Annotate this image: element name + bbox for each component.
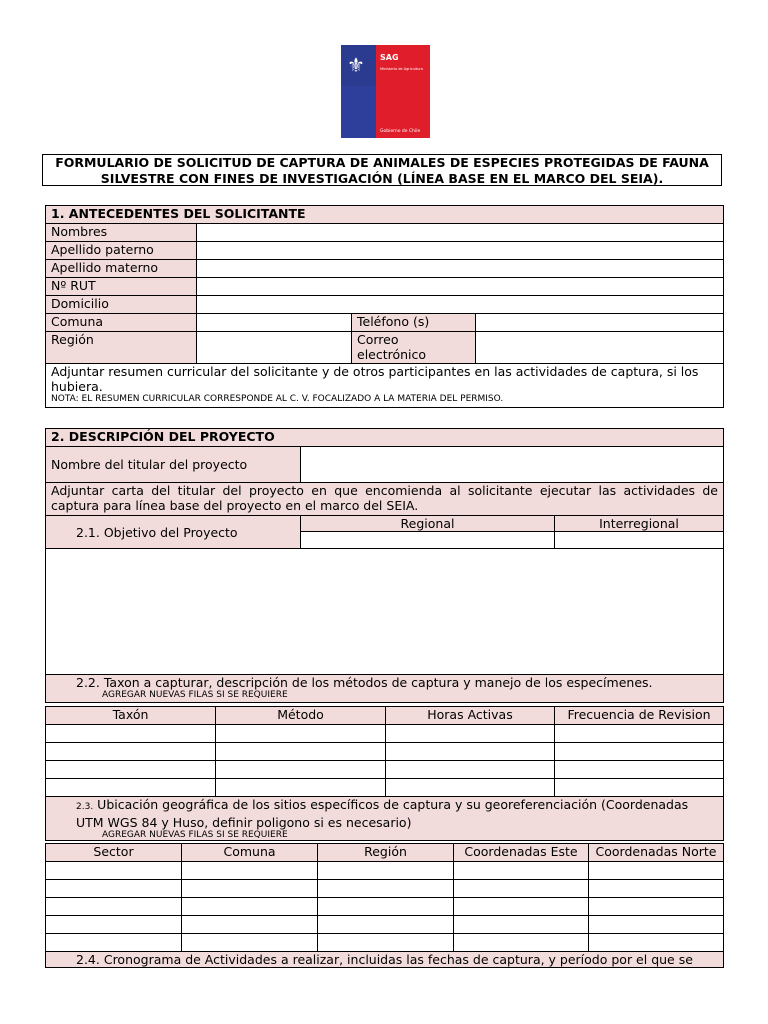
field-comuna[interactable] xyxy=(197,314,352,332)
table-cell[interactable] xyxy=(386,725,555,743)
table-cell[interactable] xyxy=(589,898,724,916)
table-cell[interactable] xyxy=(589,934,724,952)
ubicacion-number: 2.3. xyxy=(76,802,94,812)
table-cell[interactable] xyxy=(182,862,318,880)
table-cell[interactable] xyxy=(318,916,454,934)
table-cell[interactable] xyxy=(182,934,318,952)
table-cell[interactable] xyxy=(318,898,454,916)
table-cell[interactable] xyxy=(46,898,182,916)
table-cell[interactable] xyxy=(555,743,724,761)
table-cell[interactable] xyxy=(182,898,318,916)
table-cell[interactable] xyxy=(386,743,555,761)
field-apellido-materno[interactable] xyxy=(197,260,724,278)
objetivo-text: Objetivo del Proyecto xyxy=(103,524,238,540)
table-cell[interactable] xyxy=(46,725,216,743)
taxon-text: Taxon a capturar, descripción de los métodos de captura y manejo de los especímenes. xyxy=(103,675,653,690)
label-rut: Nº RUT xyxy=(46,278,197,296)
taxon-number: 2.2. xyxy=(76,675,100,690)
table-cell[interactable] xyxy=(589,862,724,880)
label-nombres: Nombres xyxy=(46,224,197,242)
table-row xyxy=(46,934,724,952)
field-objetivo[interactable] xyxy=(46,549,724,675)
label-interregional: Interregional xyxy=(555,516,724,532)
form-title-text: FORMULARIO DE SOLICITUD DE CAPTURA DE ANIMALES DE ESPECIES PROTEGIDAS DE FAUNA SILVESTRE CON FINES DE INVESTIGACIÓN (LÍNEA BASE EN EL MARCO DEL SEIA). xyxy=(55,155,709,186)
taxon-heading xyxy=(46,675,724,703)
taxon-table xyxy=(45,706,724,841)
table-cell[interactable] xyxy=(454,898,589,916)
table-cell[interactable] xyxy=(46,880,182,898)
table-cell[interactable] xyxy=(46,916,182,934)
logo-ministry: Ministerio de Agricultura xyxy=(380,67,424,71)
table-cell[interactable] xyxy=(216,779,386,797)
label-apellido-materno: Apellido materno xyxy=(46,260,197,278)
table-row xyxy=(46,898,724,916)
table-cell[interactable] xyxy=(216,743,386,761)
ubic-col-sector: Sector xyxy=(46,844,182,862)
field-region[interactable] xyxy=(197,332,352,364)
table-cell[interactable] xyxy=(318,934,454,952)
field-nombres[interactable] xyxy=(197,224,724,242)
field-domicilio[interactable] xyxy=(197,296,724,314)
field-rut[interactable] xyxy=(197,278,724,296)
cronograma-text: Cronograma de Actividades a realizar, incluidas las fechas de captura, y período por el que se xyxy=(103,952,693,967)
table-cell[interactable] xyxy=(454,880,589,898)
table-cell[interactable] xyxy=(216,761,386,779)
ubicacion-table xyxy=(45,843,724,968)
field-regional[interactable] xyxy=(301,532,555,549)
label-regional: Regional xyxy=(301,516,555,532)
taxon-col-horas: Horas Activas xyxy=(386,707,555,725)
table-cell[interactable] xyxy=(216,725,386,743)
table-cell[interactable] xyxy=(182,880,318,898)
table-cell[interactable] xyxy=(318,880,454,898)
coat-of-arms-icon: ⚜ xyxy=(347,53,365,77)
label-titular: Nombre del titular del proyecto xyxy=(46,447,301,483)
curriculum-text: Adjuntar resumen curricular del solicitante y de otros participantes en las actividades de captura, si los hubiera. xyxy=(51,364,699,394)
cronograma-heading xyxy=(46,952,724,968)
table-cell[interactable] xyxy=(555,779,724,797)
taxon-add-rows-note: AGREGAR NUEVAS FILAS SI SE REQUIERE xyxy=(102,690,288,700)
field-correo[interactable] xyxy=(476,332,724,364)
table-cell[interactable] xyxy=(454,934,589,952)
table-cell[interactable] xyxy=(46,934,182,952)
table-cell[interactable] xyxy=(46,779,216,797)
label-domicilio: Domicilio xyxy=(46,296,197,314)
field-titular[interactable] xyxy=(301,447,724,483)
table-row xyxy=(46,779,724,797)
label-correo: Correo electrónico xyxy=(352,332,476,364)
table-cell[interactable] xyxy=(386,761,555,779)
label-comuna: Comuna xyxy=(46,314,197,332)
section1-table xyxy=(45,205,724,408)
ubicacion-add-rows-note: AGREGAR NUEVAS FILAS SI SE REQUIERE xyxy=(102,830,288,840)
logo-blue-panel xyxy=(341,45,376,138)
table-cell[interactable] xyxy=(182,916,318,934)
table-row xyxy=(46,761,724,779)
table-cell[interactable] xyxy=(386,779,555,797)
taxon-col-taxon: Taxón xyxy=(46,707,216,725)
carta-instruction: Adjuntar carta del titular del proyecto en que encomienda al solicitante ejecutar las actividades de captura para línea base del proyecto en el marco del SEIA. xyxy=(46,483,724,516)
field-interregional[interactable] xyxy=(555,532,724,549)
ubicacion-text: Ubicación geográfica de los sitios específicos de captura y su georeferenciación (Coordenadas UTM WGS 84 y Huso, definir poligono si es necesario) xyxy=(76,797,689,830)
section1-heading: 1. ANTECEDENTES DEL SOLICITANTE xyxy=(46,206,724,224)
sag-logo xyxy=(341,45,430,138)
ubicacion-heading xyxy=(46,797,724,841)
table-cell[interactable] xyxy=(555,761,724,779)
table-row xyxy=(46,743,724,761)
label-region: Región xyxy=(46,332,197,364)
logo-brand: SAG xyxy=(380,53,399,62)
table-cell[interactable] xyxy=(555,725,724,743)
field-telefono[interactable] xyxy=(476,314,724,332)
table-cell[interactable] xyxy=(589,880,724,898)
field-apellido-paterno[interactable] xyxy=(197,242,724,260)
table-row xyxy=(46,916,724,934)
ubic-col-region: Región xyxy=(318,844,454,862)
logo-government: Gobierno de Chile xyxy=(380,129,421,134)
label-telefono: Teléfono (s) xyxy=(352,314,476,332)
taxon-col-metodo: Método xyxy=(216,707,386,725)
ubic-col-comuna: Comuna xyxy=(182,844,318,862)
ubic-col-norte: Coordenadas Norte xyxy=(589,844,724,862)
logo-red-panel xyxy=(376,45,430,138)
table-cell[interactable] xyxy=(454,862,589,880)
cronograma-number: 2.4. xyxy=(76,952,100,967)
table-row xyxy=(46,725,724,743)
table-cell[interactable] xyxy=(46,743,216,761)
table-cell[interactable] xyxy=(454,916,589,934)
table-row xyxy=(46,880,724,898)
table-cell[interactable] xyxy=(589,916,724,934)
objetivo-label xyxy=(46,516,301,549)
ubic-col-este: Coordenadas Este xyxy=(454,844,589,862)
section2-table xyxy=(45,428,724,703)
table-cell[interactable] xyxy=(46,862,182,880)
label-apellido-paterno: Apellido paterno xyxy=(46,242,197,260)
table-cell[interactable] xyxy=(318,862,454,880)
objetivo-number: 2.1. xyxy=(76,524,100,540)
curriculum-instruction xyxy=(46,364,724,408)
taxon-col-frecuencia: Frecuencia de Revision xyxy=(555,707,724,725)
curriculum-note: NOTA: EL RESUMEN CURRICULAR CORRESPONDE AL C. V. FOCALIZADO A LA MATERIA DEL PERMISO. xyxy=(51,394,504,404)
table-cell[interactable] xyxy=(46,761,216,779)
table-row xyxy=(46,862,724,880)
section2-heading: 2. DESCRIPCIÓN DEL PROYECTO xyxy=(46,429,724,447)
form-title xyxy=(42,154,722,186)
